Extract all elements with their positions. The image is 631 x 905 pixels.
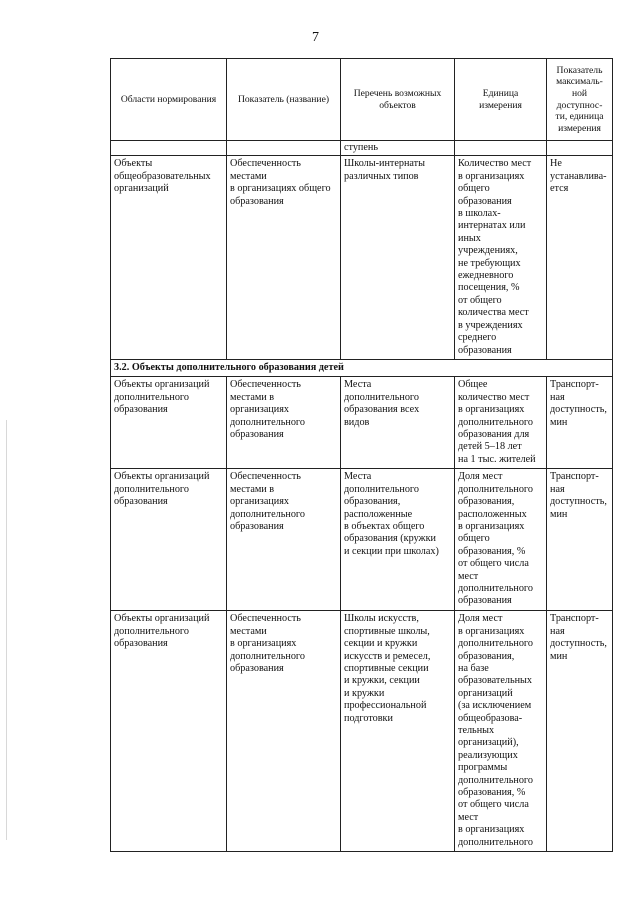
table-row xyxy=(111,377,613,469)
header-max-accessibility: Показатель максималь- ной доступнос- ти, единица измерения xyxy=(547,59,613,141)
table-cell: Обеспеченность местами в организациях дополнительного образования xyxy=(227,377,341,469)
table-row xyxy=(111,611,613,852)
header-indicator: Показатель (название) xyxy=(227,59,341,141)
table-cell: Обеспеченность местами в организациях общего образования xyxy=(227,156,341,360)
table-cell: Транспорт- ная доступность, мин xyxy=(547,611,613,852)
page-number: 7 xyxy=(312,30,319,45)
table-cell xyxy=(111,141,227,156)
table-cell: Не устанавлива- ется xyxy=(547,156,613,360)
table-cell: ступень xyxy=(341,141,455,156)
table-cell: Общее количество мест в организациях дополнительного образования для детей 5–18 лет на 1 тыс. жителей xyxy=(455,377,547,469)
table-cell: Объекты общеобразовательных организаций xyxy=(111,156,227,360)
table-cell xyxy=(455,141,547,156)
table-cell: Доля мест дополнительного образования, расположенных в организациях общего образования, % от общего числа мест дополнительного образования xyxy=(455,469,547,611)
table-cell: Объекты организаций дополнительного образования xyxy=(111,469,227,611)
table-cell xyxy=(547,141,613,156)
table-cell: Места дополнительного образования, расположенные в объектах общего образования (кружки и секции при школах) xyxy=(341,469,455,611)
scan-edge-line xyxy=(6,420,7,840)
table-cell: Обеспеченность местами в организациях дополнительного образования xyxy=(227,611,341,852)
table-cell: Школы-интернаты различных типов xyxy=(341,156,455,360)
section-title: 3.2. Объекты дополнительного образования детей xyxy=(111,359,613,376)
table-cell: Доля мест в организациях дополнительного образования, на базе образовательных организаций (за исключением общеобразова- тельных организаций), реализующих программы дополнительного образования, % от общего числа мест в организациях дополнительного xyxy=(455,611,547,852)
header-row xyxy=(111,59,613,141)
table-cell: Места дополнительного образования всех видов xyxy=(341,377,455,469)
section-row xyxy=(111,359,613,376)
continuation-row xyxy=(111,141,613,156)
standards-table xyxy=(110,58,613,852)
table-cell: Обеспеченность местами в организациях дополнительного образования xyxy=(227,469,341,611)
header-area: Области нормирования xyxy=(111,59,227,141)
table-cell xyxy=(227,141,341,156)
table-cell: Школы искусств, спортивные школы, секции и кружки искусств и ремесел, спортивные секции и кружки, секции и кружки профессиональной подготовки xyxy=(341,611,455,852)
table-cell: Объекты организаций дополнительного образования xyxy=(111,377,227,469)
table-row xyxy=(111,156,613,360)
table-cell: Транспорт- ная доступность, мин xyxy=(547,469,613,611)
table-cell: Количество мест в организациях общего образования в школах- интернатах или иных учреждениях, не требующих ежедневного посещения, % от общего количества мест в учреждениях среднего образования xyxy=(455,156,547,360)
table-cell: Объекты организаций дополнительного образования xyxy=(111,611,227,852)
table-row xyxy=(111,469,613,611)
header-unit: Единица измерения xyxy=(455,59,547,141)
header-objects: Перечень возможных объектов xyxy=(341,59,455,141)
table-cell: Транспорт- ная доступность, мин xyxy=(547,377,613,469)
